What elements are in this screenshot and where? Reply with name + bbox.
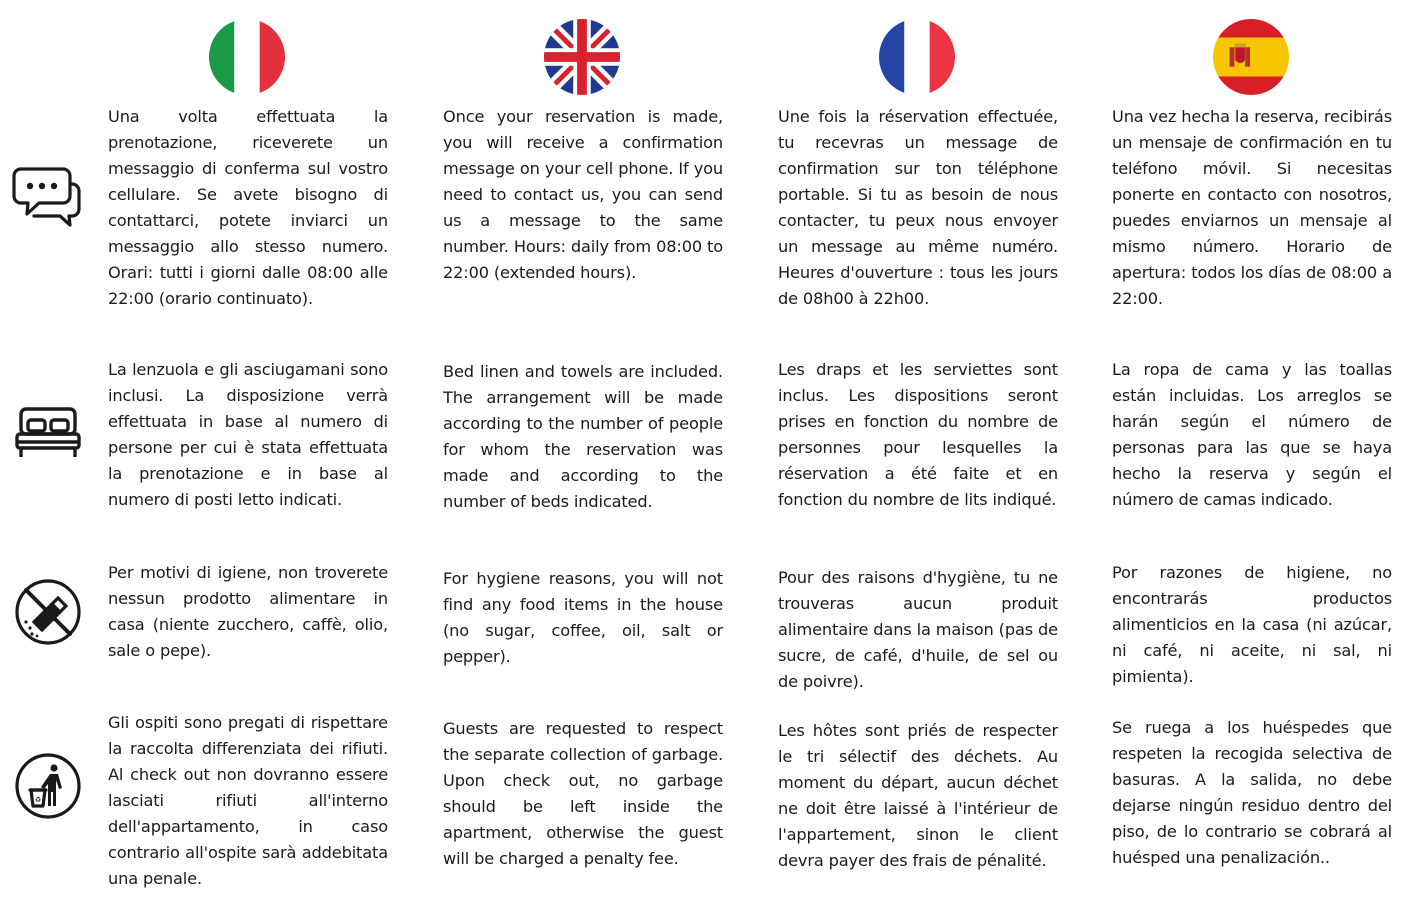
spain-flag-icon xyxy=(1212,18,1290,96)
rule-contact-en: Once your reservation is made, you will receive a confirmation message on your cell phone. If you need to contact us, you can send us a message to the same number. Hours: daily from 08:00 to 22:00 (extended hours). xyxy=(443,107,723,282)
svg-text:♻: ♻ xyxy=(34,796,42,804)
uk-flag-icon xyxy=(543,18,621,96)
recycling-bin-icon xyxy=(12,750,84,822)
rule-linen-fr: Les draps et les serviettes sont inclus. Les dispositions seront prises en fonction du nombre de personnes pour lesquelles la réservation a été faite et en fonction du nombre de lits indiqué. xyxy=(778,360,1058,509)
rule-linen-it: La lenzuola e gli asciugamani sono inclusi. La disposizione verrà effettuata in base al numero di persone per cui è stata effettuata la prenotazione e in base al numero di posti letto indicati. xyxy=(108,360,388,509)
rule-food-it: Per motivi di igiene, non troverete nessun prodotto alimentare in casa (niente zucchero, caffè, olio, sale o pepe). xyxy=(108,563,388,660)
rule-contact-es: Una vez hecha la reserva, recibirás un mensaje de confirmación en tu teléfono móvil. Si necesitas ponerte en contacto con nosotros, puedes enviarnos un mensaje al mismo número. Horario de apertura: todos los días de 08:00 a 22:00. xyxy=(1112,107,1392,308)
no-food-icon xyxy=(12,576,84,648)
rule-linen-en: Bed linen and towels are included. The arrangement will be made according to the number of people for whom the reservation was made and according to the number of beds indicated. xyxy=(443,362,723,511)
rule-garbage-en: Guests are requested to respect the separate collection of garbage. Upon check out, no garbage should be left inside the apartment, otherwise the guest will be charged a penalty fee. xyxy=(443,719,723,868)
italy-flag-icon xyxy=(208,18,286,96)
rule-contact-fr: Une fois la réservation effectuée, tu recevras un message de confirmation sur ton téléphone portable. Si tu as besoin de nous contacter, tu peux nous envoyer un message au même numéro. Heures d'ouverture : tous les jours de 08h00 à 22h00. xyxy=(778,107,1058,308)
rule-food-en: For hygiene reasons, you will not find any food items in the house (no sugar, coffee, oil, salt or pepper). xyxy=(443,569,723,666)
chat-bubbles-icon xyxy=(12,160,84,232)
rule-garbage-fr: Les hôtes sont priés de respecter le tri sélectif des déchets. Au moment du départ, aucun déchet ne doit être laissé à l'intérieur de l'appartement, sinon le client devra payer des frais de pénalité. xyxy=(778,721,1058,870)
rule-food-es: Por razones de higiene, no encontrarás productos alimenticios en la casa (ni azúcar, ni café, ni aceite, ni sal, ni pimienta). xyxy=(1112,563,1392,686)
bed-icon xyxy=(12,396,84,468)
rule-garbage-it: Gli ospiti sono pregati di rispettare la raccolta differenziata dei rifiuti. Al check out non dovranno essere lasciati rifiuti all'interno dell'appartamento, in caso contrario all'ospite sarà addebitata una penale. xyxy=(108,713,388,888)
rule-linen-es: La ropa de cama y las toallas están incluidas. Los arreglos se harán según el número de personas para las que se haya hecho la reserva y según el número de camas indicado. xyxy=(1112,360,1392,509)
rule-garbage-es: Se ruega a los huéspedes que respeten la recogida selectiva de basuras. A la salida, no debe dejarse ningún residuo dentro del piso, de lo contrario se cobrará al huésped una penalización.. xyxy=(1112,718,1392,867)
rule-food-fr: Pour des raisons d'hygiène, tu ne trouveras aucun produit alimentaire dans la maison (pas de sucre, de café, d'huile, de sel ou de poivre). xyxy=(778,568,1058,691)
rule-contact-it: Una volta effettuata la prenotazione, riceverete un messaggio di conferma sul vostro cellulare. Se avete bisogno di contattarci, potete inviarci un messaggio allo stesso numero. Orari: tutti i giorni dalle 08:00 alle 22:00 (orario continuato). xyxy=(108,107,388,308)
france-flag-icon xyxy=(878,18,956,96)
